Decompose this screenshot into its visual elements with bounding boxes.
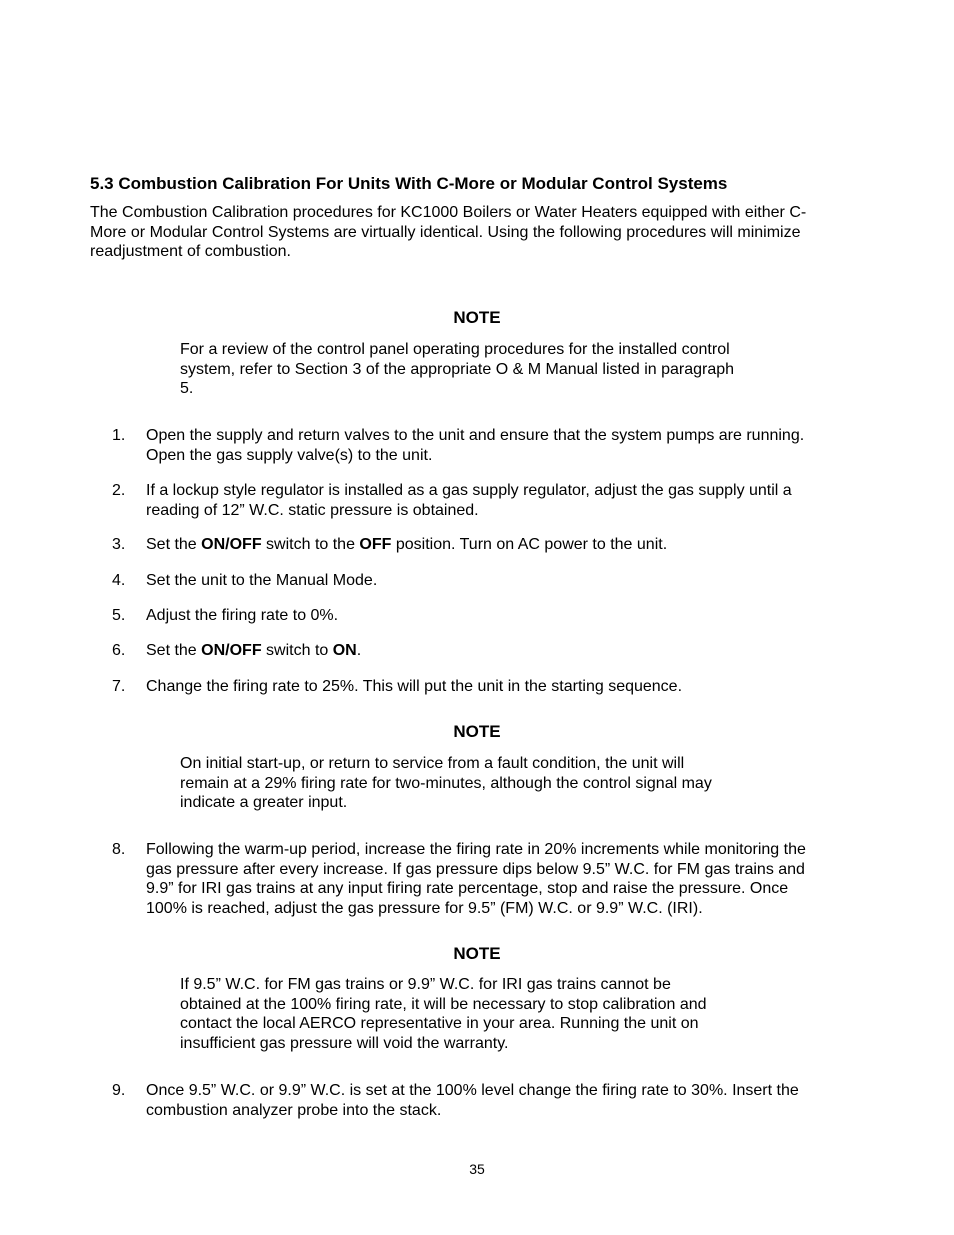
intro-paragraph	[90, 203, 862, 262]
note-body	[180, 754, 774, 813]
step-number: 4.	[112, 572, 126, 589]
step-text-part: .	[356, 642, 362, 659]
page-number: 35	[469, 1161, 485, 1177]
note-line: On initial start-up, or return to service from a fault condition, the unit will	[180, 755, 685, 772]
intro-line: More or Modular Control Systems are virtually identical. Using the following procedures will minimize	[90, 223, 801, 241]
step-number: 2.	[112, 482, 126, 499]
note-line: If 9.5” W.C. for FM gas trains or 9.9” W.C. for IRI gas trains cannot be	[180, 976, 671, 993]
step-line: Once 9.5” W.C. or 9.9” W.C. is set at the 100% level change the firing rate to 30%. Insert the	[146, 1082, 799, 1099]
intro-line: readjustment of combustion.	[90, 243, 291, 261]
note-body	[180, 975, 774, 1053]
step-number: 8.	[112, 841, 126, 858]
step-line: 100% is reached, adjust the gas pressure for 9.5” (FM) W.C. or 9.9” W.C. (IRI).	[146, 899, 703, 917]
note-line: indicate a greater input.	[180, 794, 348, 812]
note-line: insufficient gas pressure will void the warranty.	[180, 1034, 509, 1052]
note-title: NOTE	[453, 944, 501, 963]
step-text: Adjust the firing rate to 0%.	[146, 607, 339, 624]
step-text-part: Set the	[146, 536, 202, 553]
step-number: 6.	[112, 642, 126, 659]
section-heading: 5.3 Combustion Calibration For Units With C-More or Modular Control Systems	[90, 174, 728, 193]
step-line: combustion analyzer probe into the stack.	[146, 1101, 442, 1119]
note-line: For a review of the control panel operating procedures for the installed control	[180, 341, 730, 358]
step-text: Set the unit to the Manual Mode.	[146, 572, 378, 589]
step-line: Open the gas supply valve(s) to the unit.	[146, 446, 433, 464]
step-number: 1.	[112, 427, 126, 444]
step-text	[146, 840, 862, 918]
note-title: NOTE	[453, 308, 501, 327]
step-line: If a lockup style regulator is installed as a gas supply regulator, adjust the gas supply until a	[146, 482, 792, 499]
step-text	[146, 426, 862, 465]
step-text-part: Set the	[146, 642, 202, 659]
step-line: Open the supply and return valves to the unit and ensure that the system pumps are running.	[146, 427, 805, 444]
step-line: gas pressure after every increase. If gas pressure dips below 9.5” W.C. for FM gas trains and	[146, 860, 805, 878]
note-title: NOTE	[453, 722, 501, 741]
on-off-switch-label: ON/OFF	[201, 642, 262, 659]
step-number: 9.	[112, 1082, 126, 1099]
step-text-part: switch to	[261, 642, 333, 659]
note-line: obtained at the 100% firing rate, it will be necessary to stop calibration and	[180, 995, 707, 1013]
step-number: 7.	[112, 678, 126, 695]
step-text	[146, 481, 862, 520]
step-text	[146, 1081, 862, 1120]
step-line: reading of 12” W.C. static pressure is obtained.	[146, 501, 479, 519]
on-position-label: ON	[332, 642, 357, 659]
step-text	[146, 641, 862, 661]
step-text-part: position. Turn on AC power to the unit.	[391, 536, 668, 553]
step-line: 9.9” for IRI gas trains at any input firing rate percentage, stop and raise the pressure. Once	[146, 880, 789, 898]
note-line: contact the local AERCO representative in your area. Running the unit on	[180, 1015, 699, 1033]
note-line: 5.	[180, 380, 194, 398]
intro-line: The Combustion Calibration procedures for KC1000 Boilers or Water Heaters equipped with either C-	[90, 204, 807, 221]
step-text: Change the firing rate to 25%. This will put the unit in the starting sequence.	[146, 678, 683, 695]
step-line: Following the warm-up period, increase the firing rate in 20% increments while monitoring the	[146, 841, 806, 858]
note-body	[180, 340, 774, 399]
step-text-part: switch to the	[261, 536, 360, 553]
step-number: 5.	[112, 607, 126, 624]
on-off-switch-label: ON/OFF	[201, 536, 262, 553]
step-number: 3.	[112, 536, 126, 553]
off-position-label: OFF	[359, 536, 392, 553]
note-line: system, refer to Section 3 of the appropriate O & M Manual listed in paragraph	[180, 360, 735, 378]
step-text	[146, 535, 862, 555]
note-line: remain at a 29% firing rate for two-minutes, although the control signal may	[180, 774, 712, 792]
